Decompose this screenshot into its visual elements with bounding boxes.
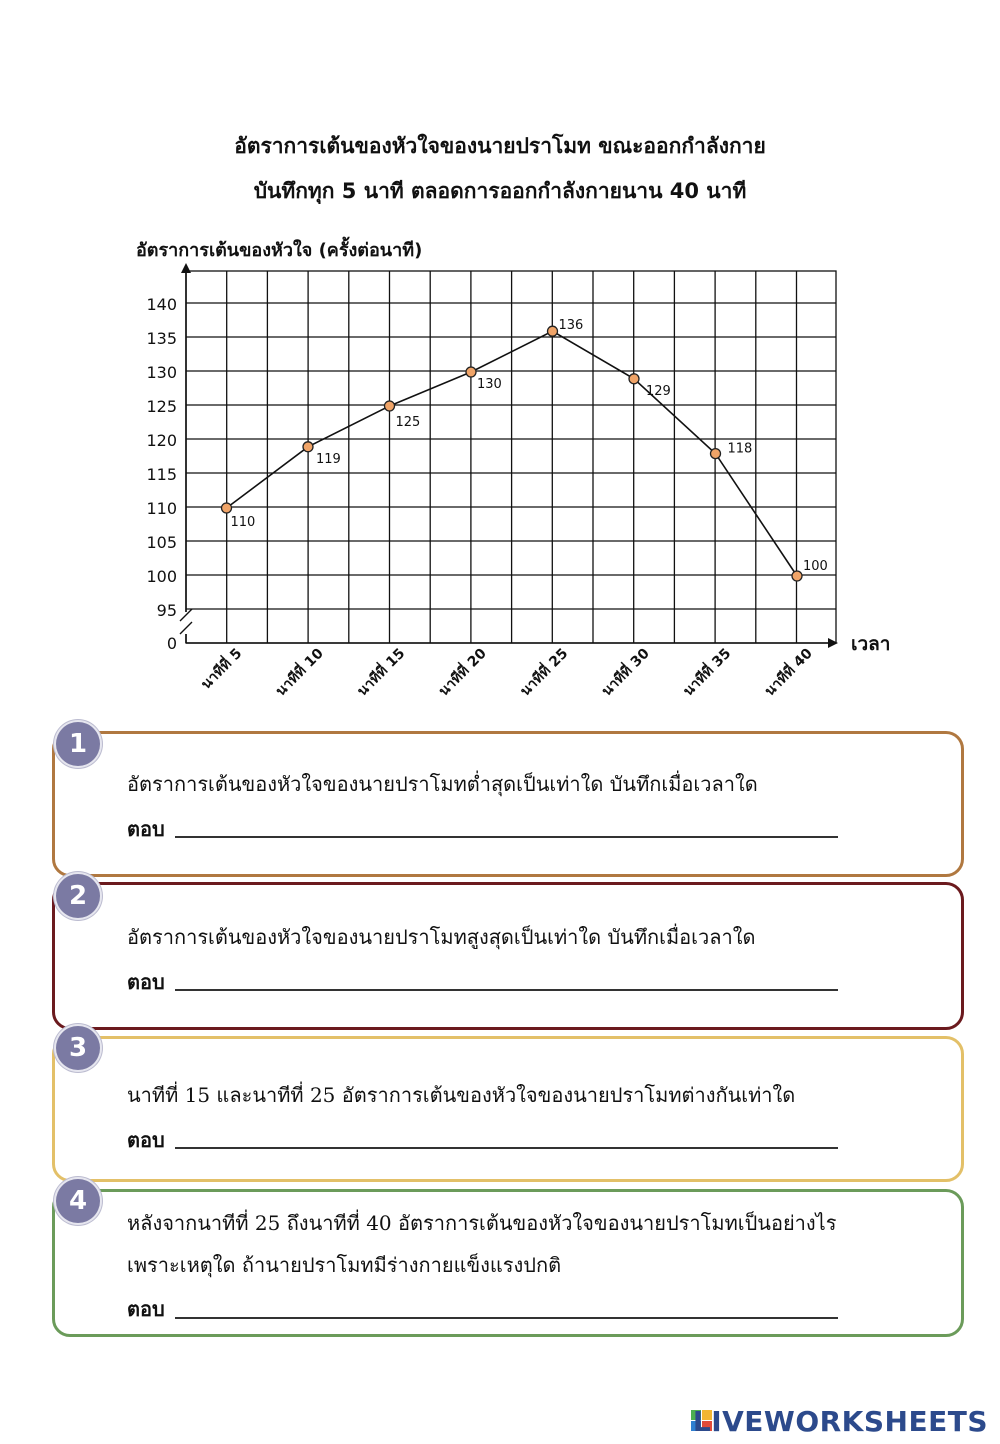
data-label: 110 [230, 515, 256, 530]
y-tick-label: 0 [166, 634, 177, 653]
chart-subtitle: บันทึกทุก 5 นาที ตลอดการออกกำลังกายนาน 40 นาที [253, 179, 747, 203]
y-axis-arrow-icon [181, 263, 191, 273]
chart-title: อัตราการเต้นของหัวใจของนายปราโมท ขณะออกกำลังกาย [234, 134, 766, 158]
data-label: 136 [558, 318, 584, 334]
y-tick-label: 130 [146, 363, 177, 382]
y-tick-label: 140 [146, 295, 177, 314]
x-axis-title: เวลา [851, 633, 891, 655]
answer-line[interactable] [175, 1127, 838, 1149]
question-number-badge: 2 [56, 874, 100, 918]
question-text: อัตราการเต้นของหัวใจของนายปราโมทสูงสุดเป็นเท่าใด บันทึกเมื่อเวลาใด [127, 925, 756, 949]
answer-line[interactable] [175, 969, 838, 991]
x-tick-label: นาทีที่ 20 [435, 645, 490, 700]
question-text: หลังจากนาทีที่ 25 ถึงนาทีที่ 40 อัตราการเต้นของหัวใจของนายปราโมทเป็นอย่างไร [127, 1211, 837, 1235]
question-number-badge: 1 [56, 722, 100, 766]
question-box-1 [52, 731, 964, 877]
y-tick-label: 105 [146, 533, 177, 552]
data-point [711, 449, 721, 459]
x-tick-label: นาทีที่ 40 [761, 645, 816, 700]
answer-label: ตอบ [127, 1297, 165, 1321]
y-tick-label: 100 [146, 567, 177, 586]
question-number-badge: 3 [56, 1026, 100, 1070]
line-chart [0, 0, 1000, 720]
data-point [792, 571, 802, 581]
answer-label: ตอบ [127, 817, 165, 841]
y-tick-label: 110 [146, 499, 177, 518]
data-point [466, 367, 476, 377]
data-label: 125 [395, 415, 421, 430]
data-point [222, 503, 232, 513]
data-label: 100 [803, 559, 828, 574]
question-text-line-2: เพราะเหตุใด ถ้านายปราโมทมีร่างกายแข็งแรงปกติ [127, 1253, 562, 1277]
data-label: 129 [646, 383, 671, 399]
y-tick-label: 95 [156, 601, 177, 620]
y-tick-label: 120 [146, 431, 177, 450]
answer-label: ตอบ [127, 970, 165, 994]
answer-line[interactable] [175, 1297, 838, 1319]
question-number-badge: 4 [56, 1179, 100, 1223]
x-tick-label: นาทีที่ 5 [198, 645, 246, 693]
y-tick-label: 135 [146, 329, 177, 348]
data-point [303, 442, 313, 452]
y-axis-title: อัตราการเต้นของหัวใจ (ครั้งต่อนาที) [136, 240, 423, 261]
answer-label: ตอบ [127, 1128, 165, 1152]
question-box-2 [52, 882, 964, 1030]
x-tick-label: นาทีที่ 30 [598, 645, 653, 700]
data-point [629, 374, 639, 384]
y-tick-label: 125 [146, 397, 177, 416]
data-label: 130 [477, 377, 502, 392]
x-tick-label: นาทีที่ 25 [517, 645, 572, 700]
answer-line[interactable] [175, 816, 838, 838]
x-tick-label: นาทีที่ 15 [354, 645, 409, 700]
data-point [385, 401, 395, 411]
data-label: 118 [727, 441, 753, 457]
question-text: อัตราการเต้นของหัวใจของนายปราโมทต่ำสุดเป็นเท่าใด บันทึกเมื่อเวลาใด [127, 772, 758, 796]
x-tick-label: นาทีที่ 35 [680, 645, 735, 700]
data-point [548, 326, 558, 336]
question-text: นาทีที่ 15 และนาทีที่ 25 อัตราการเต้นของหัวใจของนายปราโมทต่างกันเท่าใด [127, 1083, 796, 1107]
y-tick-label: 115 [146, 465, 177, 484]
data-label: 119 [316, 451, 341, 467]
liveworksheets-brand[interactable]: LIVEWORKSHEETS [692, 1405, 988, 1438]
x-tick-label: นาทีที่ 10 [272, 645, 327, 700]
